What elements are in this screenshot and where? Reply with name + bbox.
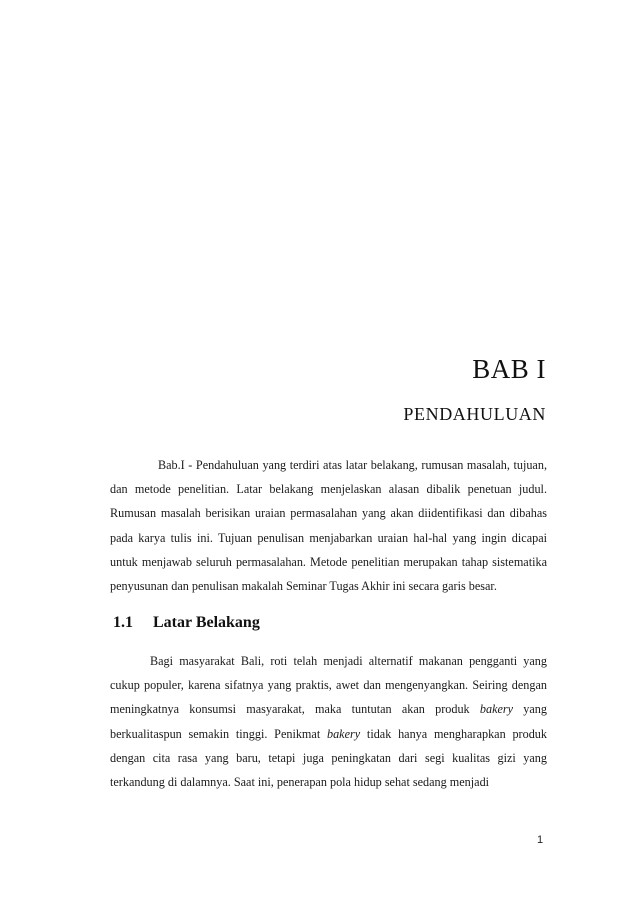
section-body [110, 649, 547, 794]
paragraph-text-3: tidak hanya mengharapkan produk dengan cita rasa yang baru, tetapi juga peningkatan dari segi kualitas gizi yang terkandung di dalamnya. Saat ini, penerapan pola hidup sehat sedang menjadi [110, 726, 547, 790]
italic-term-bakery: bakery [326, 726, 361, 741]
paragraph-text-1: Bagi masyarakat Bali, roti telah menjadi alternatif makanan pengganti yang cukup populer, karena sifatnya yang praktis, awet dan mengenyangkan. Seiring dengan meningkatnya konsumsi masyarakat, maka tuntutan akan produk [110, 654, 547, 717]
section-paragraph [110, 649, 547, 794]
chapter-intro [110, 453, 547, 598]
italic-term-bakery: bakery [479, 702, 514, 717]
section-heading [113, 614, 260, 632]
section-title: Latar Belakang [153, 614, 260, 631]
paragraph-text-2: yang berkualitaspun semakin tinggi. Penikmat [110, 702, 547, 741]
chapter-number: BAB I [472, 354, 546, 384]
section-number: 1.1 [113, 614, 133, 631]
intro-paragraph: Bab.I - Pendahuluan yang terdiri atas latar belakang, rumusan masalah, tujuan, dan metode penelitian. Latar belakang menjelaskan alasan dibalik penetuan judul. Rumusan masalah berisikan uraian permasalahan yang akan diidentifikasi dan dibahas pada karya tulis ini. Tujuan penulisan menjabarkan uraian hal-hal yang ingin dicapai untuk menjawab seluruh permasalahan. Metode penelitian merupakan tahap sistematika penyusunan dan penulisan makalah Seminar Tugas Akhir ini secara garis besar. [110, 458, 547, 594]
chapter-title: PENDAHULUAN [403, 404, 546, 424]
page-number: 1 [537, 834, 544, 846]
